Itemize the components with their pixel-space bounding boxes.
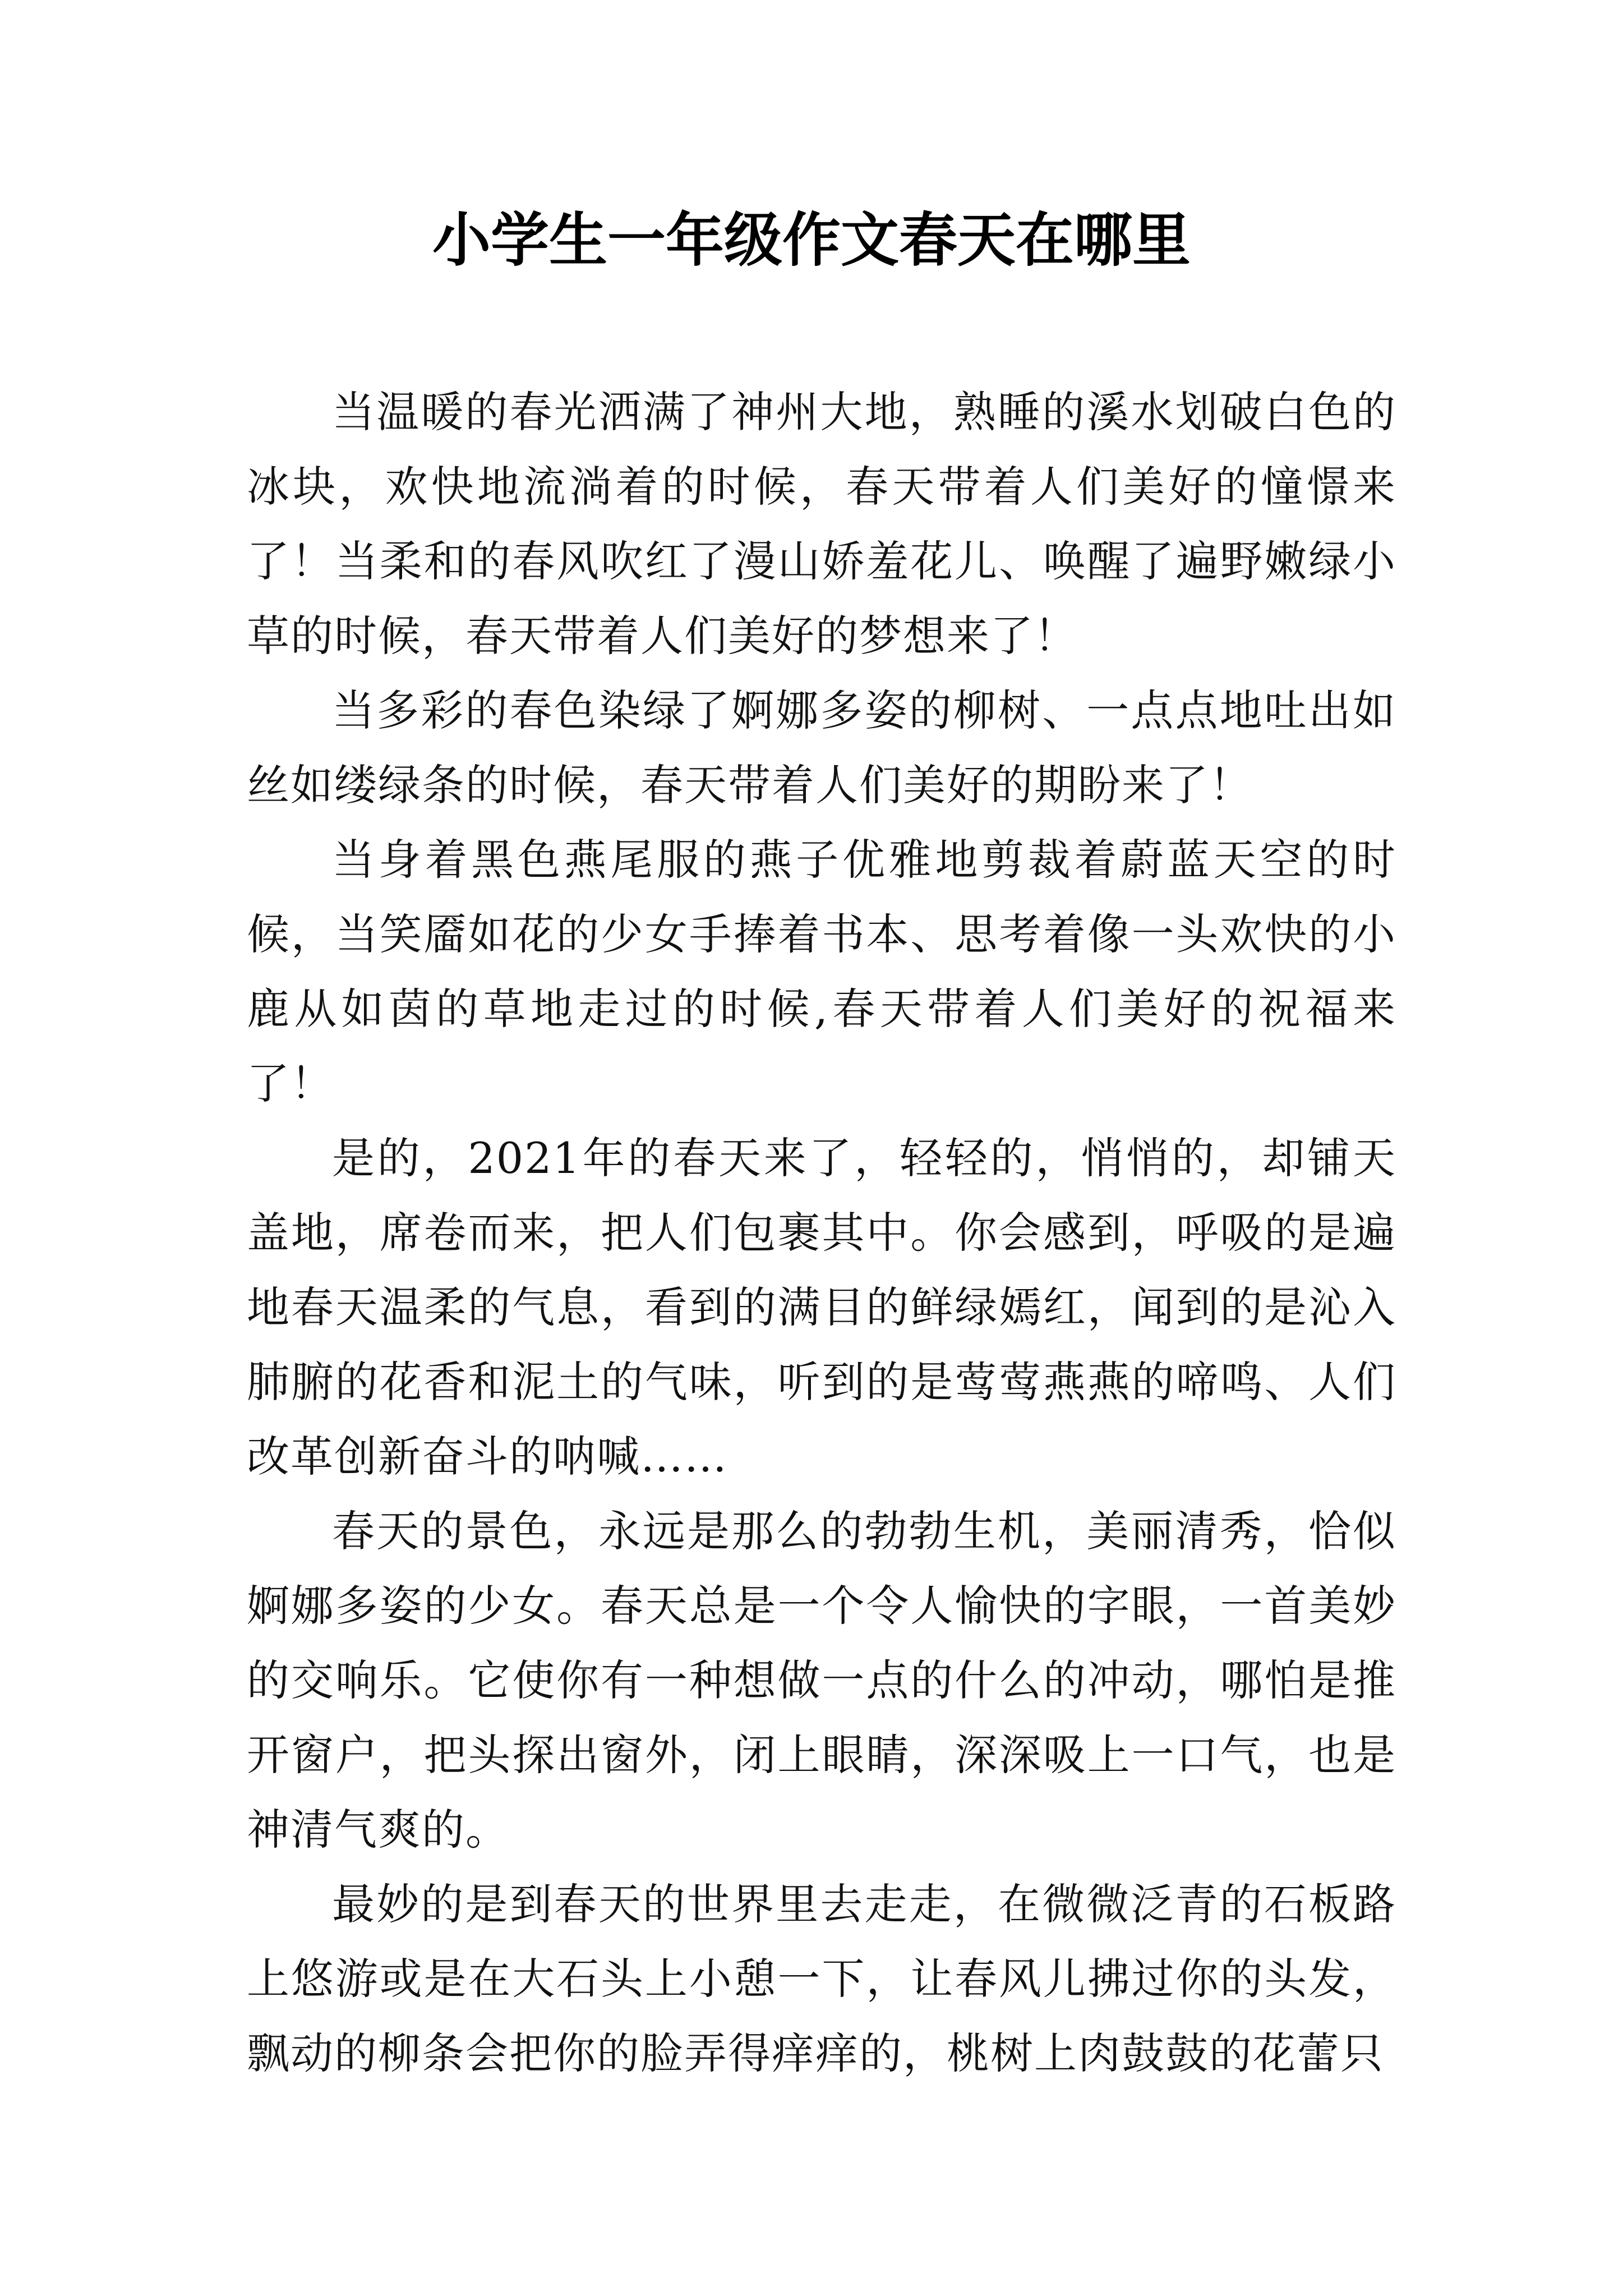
paragraph-4: 是的，2021年的春天来了，轻轻的，悄悄的，却铺天盖地，席卷而来，把人们包裹其中。你会感到，呼吸的是遍地春天温柔的气息，看到的满目的鲜绿嫣红，闻到的是沁入肺腑的花香和泥土的气味，听到的是莺莺燕燕的啼鸣、人们改革创新奋斗的呐喊…… [247, 1133, 1396, 1481]
document-title: 小学生一年级作文春天在哪里 [432, 206, 1191, 274]
paragraph-1: 当温暖的春光洒满了神州大地，熟睡的溪水划破白色的冰块，欢快地流淌着的时候，春天带着人们美好的憧憬来了！当柔和的春风吹红了漫山娇羞花儿、唤醒了遍野嫩绿小草的时候，春天带着人们美好的梦想来了！ [247, 387, 1396, 661]
paragraph-2: 当多彩的春色染绿了婀娜多姿的柳树、一点点地吐出如丝如缕绿条的时候，春天带着人们美好的期盼来了！ [247, 685, 1396, 810]
document-body [247, 375, 1396, 2091]
paragraph-3: 当身着黑色燕尾服的燕子优雅地剪裁着蔚蓝天空的时候，当笑靥如花的少女手捧着书本、思考着像一头欢快的小鹿从如茵的草地走过的时候,春天带着人们美好的祝福来了！ [247, 835, 1396, 1108]
paragraph-5: 春天的景色，永远是那么的勃勃生机，美丽清秀，恰似婀娜多姿的少女。春天总是一个令人愉快的字眼，一首美妙的交响乐。它使你有一种想做一点的什么的冲动，哪怕是推开窗户，把头探出窗外，闭上眼睛，深深吸上一口气，也是神清气爽的。 [247, 1506, 1396, 1855]
paragraph-6: 最妙的是到春天的世界里去走走，在微微泛青的石板路上悠游或是在大石头上小憩一下，让春风儿拂过你的头发，飘动的柳条会把你的脸弄得痒痒的，桃树上肉鼓鼓的花蕾只 [247, 1879, 1396, 2078]
